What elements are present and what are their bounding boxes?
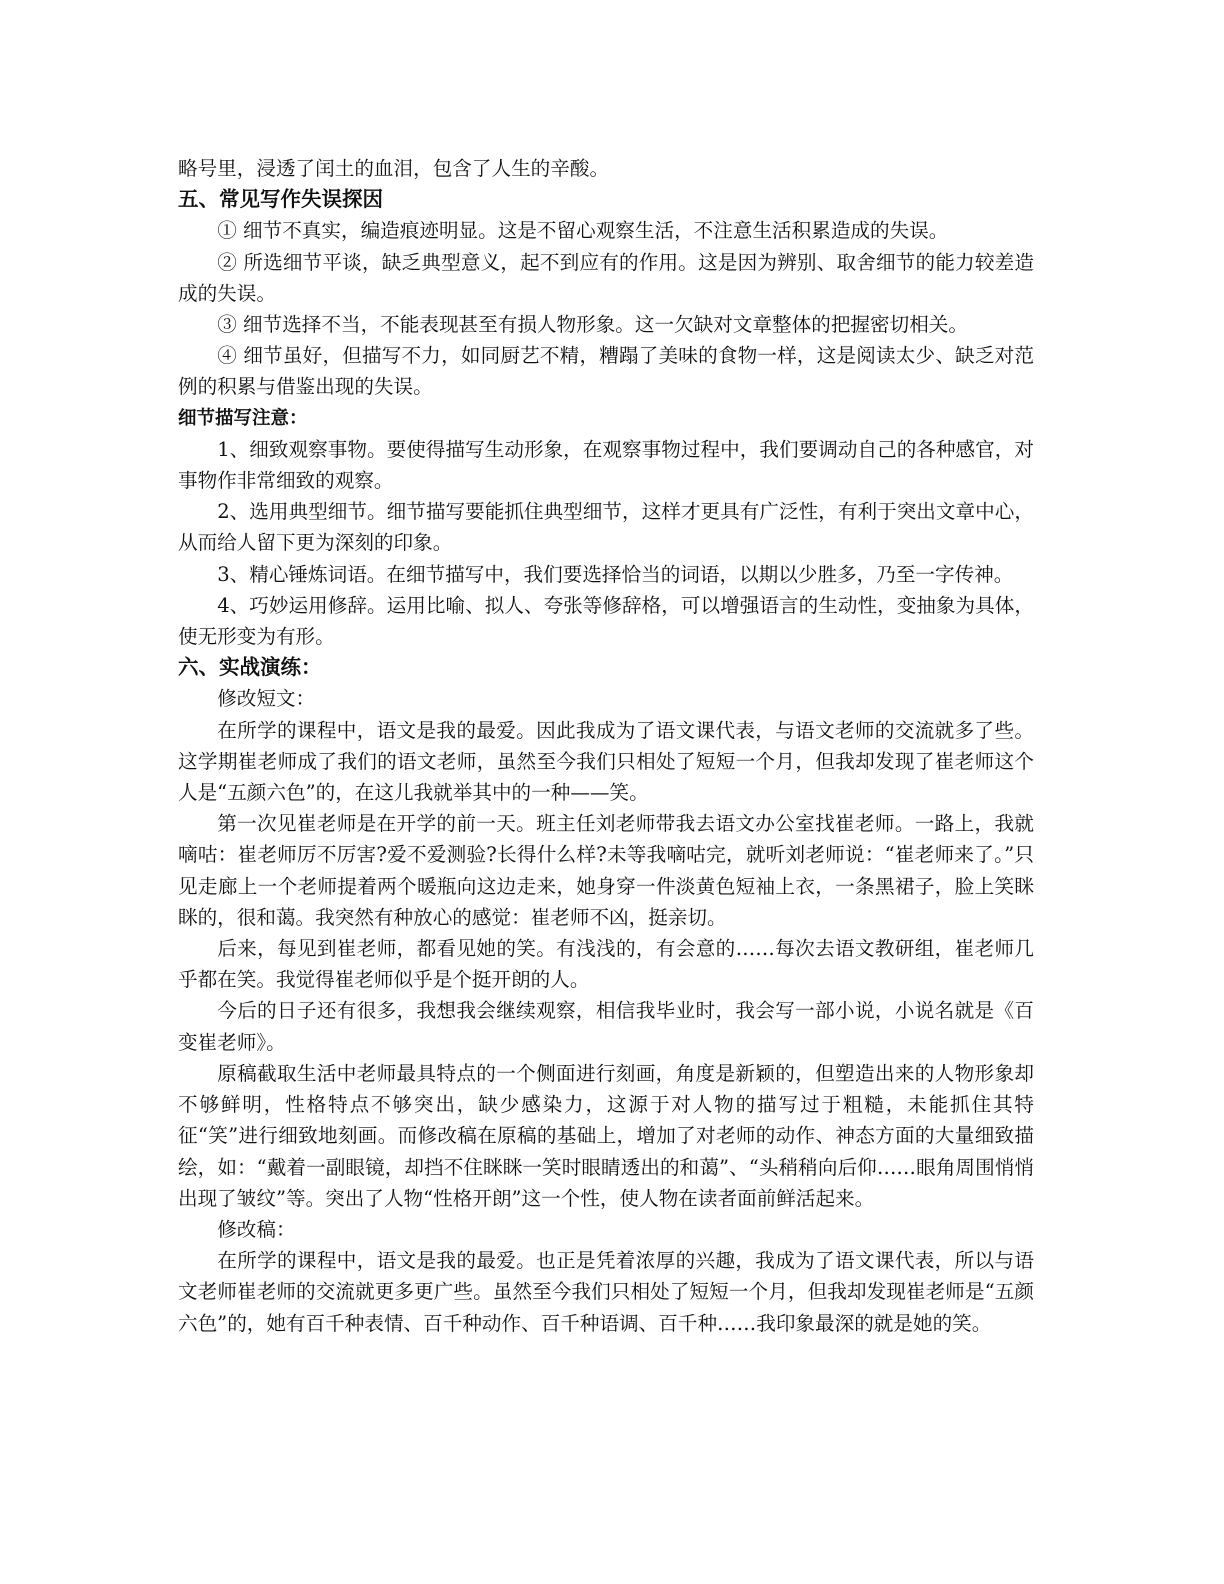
section6-heading: 六、实战演练：: [178, 655, 322, 680]
revised-label: 修改稿：: [217, 1217, 296, 1241]
notes-item-1: 1、细致观察事物。要使得描写生动形象，在观察事物过程中，我们要调动自己的各种感官，对事物作非常细致的观察。: [178, 437, 1034, 493]
section5-item-4: ④ 细节虽好，但描写不力，如同厨艺不精，糟蹋了美味的食物一样，这是阅读太少、缺乏对范例的积累与借鉴出现的失误。: [178, 344, 1034, 399]
document-page: [178, 153, 1034, 1339]
notes-item-4: 4、巧妙运用修辞。运用比喻、拟人、夸张等修辞格，可以增强语言的生动性，变抽象为具体，使无形变为有形。: [178, 593, 1034, 649]
notes-item-2: 2、选用典型细节。细节描写要能抓住典型细节，这样才更具有广泛性，有利于突出文章中心，从而给人留下更为深刻的印象。: [178, 500, 1034, 555]
draft-paragraph-2: 第一次见崔老师是在开学的前一天。班主任刘老师带我去语文办公室找崔老师。一路上，我就嘀咕：崔老师厉不厉害?爱不爱测验?长得什么样?未等我嘀咕完，就听刘老师说：“崔老师来了。”只见走廊上一个老师提着两个暖瓶向这边走来，她身穿一件淡黄色短袖上衣，一条黑裙子，脸上笑眯眯的，很和蔼。我突然有种放心的感觉：崔老师不凶，挺亲切。: [178, 812, 1034, 929]
section5-heading: 五、常见写作失误探因: [178, 187, 383, 212]
commentary-paragraph: 原稿截取生活中老师最具特点的一个侧面进行刻画，角度是新颖的，但塑造出来的人物形象却不够鲜明，性格特点不够突出，缺少感染力，这源于对人物的描写过于粗糙，未能抓住其特征“笑”进行细致地刻画。而修改稿在原稿的基础上，增加了对老师的动作、神态方面的大量细致描绘，如：“戴着一副眼镜，却挡不住眯眯一笑时眼睛透出的和蔼”、“头稍稍向后仰……眼角周围悄悄出现了皱纹”等。突出了人物“性格开朗”这一个性，使人物在读者面前鲜活起来。: [178, 1061, 1034, 1210]
section5-item-1: ① 细节不真实，编造痕迹明显。这是不留心观察生活，不注意生活积累造成的失误。: [217, 219, 949, 243]
section5-item-2: ② 所选细节平谈，缺乏典型意义，起不到应有的作用。这是因为辨别、取舍细节的能力较差造成的失误。: [178, 250, 1034, 305]
draft-paragraph-3: 后来，每见到崔老师，都看见她的笑。有浅浅的，有会意的……每次去语文教研组，崔老师几乎都在笑。我觉得崔老师似乎是个挺开朗的人。: [178, 937, 1034, 992]
draft-paragraph-1: 在所学的课程中，语文是我的最爱。因此我成为了语文课代表，与语文老师的交流就多了些。这学期崔老师成了我们的语文老师，虽然至今我们只相处了短短一个月，但我却发现了崔老师这个人是“五颜六色”的，在这儿我就举其中的一种——笑。: [178, 718, 1034, 805]
notes-heading: 细节描写注意：: [178, 407, 308, 429]
section5-item-3: ③ 细节选择不当，不能表现甚至有损人物形象。这一欠缺对文章整体的把握密切相关。: [217, 313, 968, 337]
intro-tail-paragraph: 略号里，浸透了闰土的血泪，包含了人生的辛酸。: [178, 157, 610, 180]
revised-paragraph-1: 在所学的课程中，语文是我的最爱。也正是凭着浓厚的兴趣，我成为了语文课代表，所以与语文老师崔老师的交流就更多更广些。虽然至今我们只相处了短短一个月，但我却发现崔老师是“五颜六色”的，她有百千种表情、百千种动作、百千种语调、百千种……我印象最深的就是她的笑。: [178, 1249, 1034, 1335]
notes-item-3: 3、精心锤炼词语。在细节描写中，我们要选择恰当的词语，以期以少胜多，乃至一字传神。: [217, 562, 1014, 586]
draft-label: 修改短文：: [217, 687, 316, 711]
draft-paragraph-4: 今后的日子还有很多，我想我会继续观察，相信我毕业时，我会写一部小说，小说名就是《百变崔老师》。: [178, 999, 1034, 1054]
